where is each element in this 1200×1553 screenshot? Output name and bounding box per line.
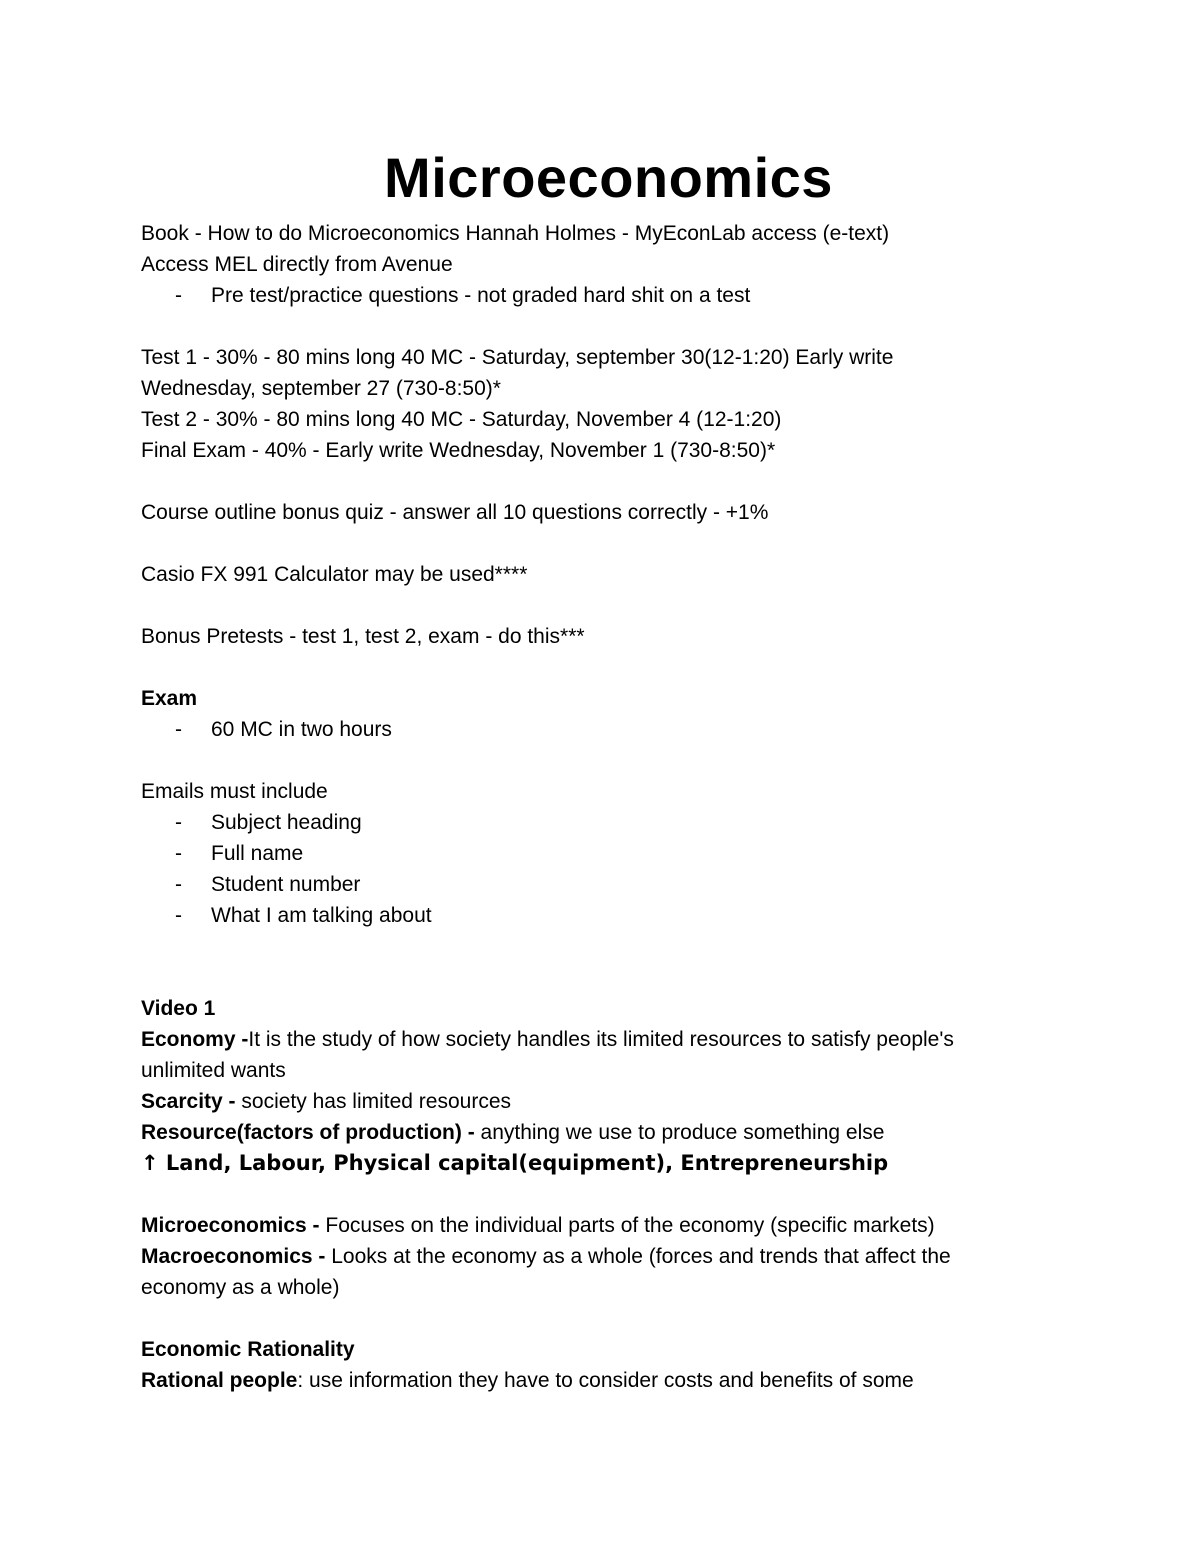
list-item-text: 60 MC in two hours	[211, 718, 392, 741]
test1-line-cont: Wednesday, september 27 (730-8:50)*	[141, 377, 501, 400]
spacer	[141, 931, 1101, 962]
list-item	[141, 838, 1101, 869]
book-line: Book - How to do Microeconomics Hannah Holmes - MyEconLab access (e-text)	[141, 222, 890, 245]
rationality-heading: Economic Rationality	[141, 1338, 355, 1361]
spacer	[141, 528, 1101, 559]
list-item	[141, 280, 1101, 311]
emails-heading: Emails must include	[141, 780, 328, 803]
bullet-dash: -	[175, 811, 182, 834]
list-item-text: What I am talking about	[211, 904, 432, 927]
rational-def: : use information they have to consider costs and benefits of some	[297, 1369, 914, 1392]
exam-heading: Exam	[141, 687, 198, 710]
bullet-dash: -	[175, 873, 182, 896]
micro-term: Microeconomics -	[141, 1214, 320, 1237]
macro-def: Looks at the economy as a whole (forces and trends that affect the	[325, 1245, 951, 1268]
rational-term: Rational people	[141, 1369, 298, 1392]
spacer	[141, 590, 1101, 621]
resource-def: anything we use to produce something else	[474, 1121, 885, 1144]
macro-definition-cont: economy as a whole)	[141, 1276, 340, 1299]
spacer	[141, 745, 1101, 776]
bonus-pretests-line: Bonus Pretests - test 1, test 2, exam - do this***	[141, 625, 585, 648]
list-item-text: Full name	[211, 842, 304, 865]
calculator-line: Casio FX 991 Calculator may be used****	[141, 563, 528, 586]
list-item	[141, 900, 1101, 931]
spacer	[141, 962, 1101, 993]
bullet-dash: -	[175, 842, 182, 865]
macro-definition	[141, 1241, 1101, 1272]
bonus-quiz-line: Course outline bonus quiz - answer all 10 questions correctly - +1%	[141, 501, 769, 524]
bullet-dash: -	[175, 284, 182, 307]
micro-def: Focuses on the individual parts of the economy (specific markets)	[319, 1214, 935, 1237]
spacer	[141, 652, 1101, 683]
macro-term: Macroeconomics -	[141, 1245, 326, 1268]
bullet-dash: -	[175, 904, 182, 927]
list-item-text: Student number	[211, 873, 361, 896]
scarcity-definition	[141, 1086, 1101, 1117]
spacer	[141, 466, 1101, 497]
list-item-text: Pre test/practice questions - not graded hard shit on a test	[211, 284, 751, 307]
document-body	[141, 218, 1101, 1396]
economy-term: Economy -	[141, 1028, 249, 1051]
economy-definition-cont: unlimited wants	[141, 1059, 286, 1082]
economy-def: It is the study of how society handles its limited resources to satisfy people's	[248, 1028, 954, 1051]
factors-line: ↑ Land, Labour, Physical capital(equipment), Entrepreneurship	[141, 1151, 889, 1175]
page-title: Microeconomics	[384, 146, 833, 209]
list-item-text: Subject heading	[211, 811, 362, 834]
micro-definition	[141, 1210, 1101, 1241]
spacer	[141, 311, 1101, 342]
test1-line: Test 1 - 30% - 80 mins long 40 MC - Saturday, september 30(12-1:20) Early write	[141, 346, 894, 369]
economy-definition	[141, 1024, 1101, 1055]
spacer	[141, 1179, 1101, 1210]
list-item	[141, 714, 1101, 745]
scarcity-def: society has limited resources	[235, 1090, 512, 1113]
resource-term: Resource(factors of production) -	[141, 1121, 475, 1144]
resource-definition	[141, 1117, 1101, 1148]
video1-heading: Video 1	[141, 997, 216, 1020]
spacer	[141, 1303, 1101, 1334]
final-exam-line: Final Exam - 40% - Early write Wednesday, November 1 (730-8:50)*	[141, 439, 776, 462]
rational-people-definition	[141, 1365, 1101, 1396]
list-item	[141, 869, 1101, 900]
scarcity-term: Scarcity -	[141, 1090, 236, 1113]
test2-line: Test 2 - 30% - 80 mins long 40 MC - Saturday, November 4 (12-1:20)	[141, 408, 782, 431]
list-item	[141, 807, 1101, 838]
bullet-dash: -	[175, 718, 182, 741]
access-line: Access MEL directly from Avenue	[141, 253, 453, 276]
